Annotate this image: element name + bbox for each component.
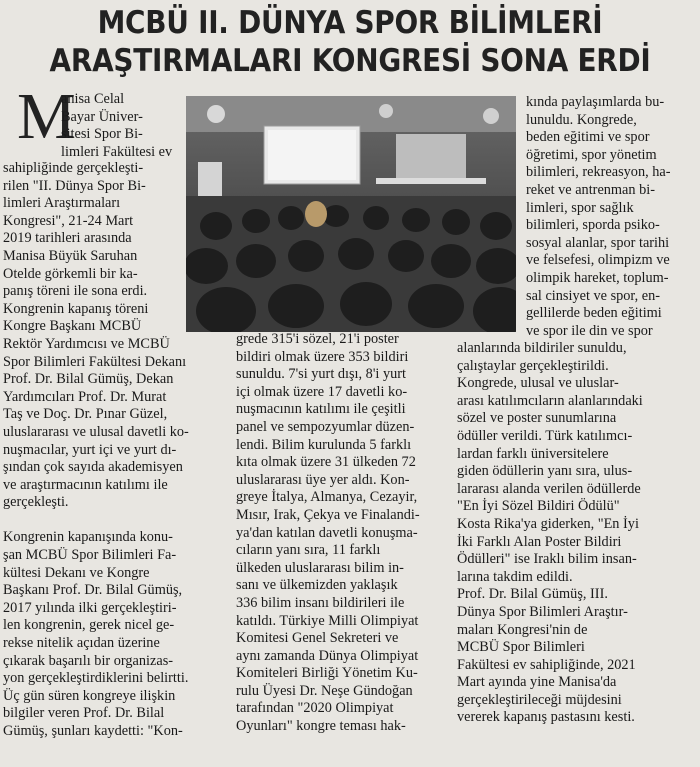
- text-line: öğretimi, spor yönetim: [526, 146, 657, 163]
- text-line: kültesi Dekanı ve Kongre: [3, 564, 150, 581]
- text-line: 336 bilim insanı bildirileri ile: [236, 594, 405, 611]
- text-line: lendi. Bilim kurulunda 5 farklı: [236, 436, 412, 453]
- text-line: reket ve antrenman bi-: [526, 181, 656, 198]
- text-line: arası katılımcıların alanlarındaki: [457, 392, 643, 409]
- text-line: Prof. Dr. Bilal Gümüş, Dekan: [3, 371, 174, 388]
- text-line: çalıştaylar gerçekleştirildi.: [457, 357, 609, 374]
- text-line: Başkanı Prof. Dr. Bilal Gümüş,: [3, 582, 183, 599]
- text-line: len kongrenin, gerek nicel ge-: [3, 617, 175, 634]
- text-line: Dünya Spor Bilimleri Araştır-: [457, 603, 628, 620]
- column-2: [236, 331, 420, 736]
- text-line: ve felsefesi, olimpizm ve: [526, 252, 670, 269]
- text-line: kıta olmak üzere 31 ülkeden 72: [236, 454, 416, 471]
- text-line: Mısır, Irak, Çekya ve Finalandi-: [236, 506, 420, 523]
- text-line: vererek kapanış pastasını kesti.: [457, 709, 635, 726]
- text-line: 2019 tarihleri arasında: [3, 230, 132, 247]
- text-line: Rektör Yardımcısı ve MCBÜ: [3, 335, 170, 352]
- text-line: ya'dan katılan davetli konuşma-: [236, 524, 418, 541]
- headline-line-1: MCBÜ II. DÜNYA SPOR BİLİMLERİ: [97, 5, 603, 41]
- text-line: lardan farklı üniversitelere: [457, 445, 609, 462]
- text-line: Yardımcıları Prof. Dr. Murat: [3, 388, 167, 405]
- text-line: çıkarak başarılı bir organizas-: [3, 652, 174, 669]
- text-line: sanı ve ülkemizden yaklaşık: [236, 577, 398, 594]
- text-line: giden ödüllerin yanı sıra, ulus-: [457, 463, 633, 480]
- text-line: rulu Üyesi Dr. Neşe Gündoğan: [236, 682, 413, 699]
- text-line: rekse nitelik açıdan üzerine: [3, 635, 160, 652]
- text-line: grede 315'i sözel, 21'i poster: [236, 331, 399, 347]
- text-line: Manisa Büyük Saruhan: [3, 247, 138, 264]
- text-line: anisa Celal: [61, 91, 125, 107]
- column-1: [61, 91, 172, 161]
- text-line: bildiri olmak üzere 353 bildiri: [236, 348, 409, 365]
- text-line: limleri Araştırmaları: [3, 195, 121, 212]
- text-line: Oyunları" kongre teması hak-: [236, 718, 406, 735]
- text-line: uluslararası ve ulusal davetli ko-: [3, 423, 189, 440]
- text-line: Kongrede, ulusal ve uluslar-: [457, 375, 619, 392]
- text-line: cıların yanı sıra, 11 farklı: [236, 542, 381, 559]
- text-line: panış töreni ile sona erdi.: [3, 283, 148, 300]
- text-line: nuşmacılar, yurt içi ve yurt dı-: [3, 441, 177, 458]
- text-line: şından çok sayıda akademisyen: [3, 459, 183, 476]
- text-line: Komiteleri Birliği Yönetim Ku-: [236, 665, 418, 682]
- text-line: nuşmacının katılımı ile çeşitli: [236, 401, 406, 418]
- text-line: limleri Fakültesi ev: [61, 143, 173, 160]
- text-line: ve araştırmacının katılımı ile: [3, 476, 168, 493]
- text-line: Kongresi", 21-24 Mart: [3, 212, 134, 229]
- text-line: lunuldu. Kongrede,: [526, 111, 637, 128]
- text-line: ve spor ile din ve spor: [526, 322, 653, 339]
- text-line: sözel ve poster sunumlarına: [457, 410, 617, 427]
- text-line: Komitesi Genel Sekreteri ve: [236, 630, 399, 647]
- text-line: [3, 512, 189, 530]
- text-line: yon gerçekleştirdiklerini belirtti.: [3, 670, 189, 687]
- text-line: Fakültesi ev sahipliğinde, 2021: [457, 656, 636, 673]
- text-line: bilgiler veren Prof. Dr. Bilal: [3, 705, 165, 722]
- text-line: sunuldu. 7'si yurt dışı, 8'i yurt: [236, 366, 406, 383]
- text-line: Bayar Üniver-: [61, 108, 143, 125]
- text-line: lararası alanda verilen ödüllerde: [457, 480, 641, 497]
- headline-line-2: ARAŞTIRMALARI KONGRESİ SONA ERDİ: [49, 43, 651, 79]
- text-line: katıldı. Türkiye Milli Olimpiyat: [236, 612, 419, 629]
- text-line: rilen "II. Dünya Spor Bi-: [3, 177, 146, 194]
- text-line: larına takdim edildi.: [457, 568, 573, 585]
- text-line: 2017 yılında ilki gerçekleştiri-: [3, 599, 177, 616]
- text-line: uluslararası üye yer aldı. Kon-: [236, 471, 410, 488]
- headline: [35, 4, 665, 80]
- text-line: sosyal alanlar, spor tarihi: [526, 234, 670, 251]
- drop-cap: M: [17, 80, 76, 153]
- text-line: aynı zamanda Dünya Olimpiyat: [236, 647, 419, 664]
- text-line: Otelde görkemli bir ka-: [3, 265, 138, 282]
- text-line: beden eğitimi ve spor: [526, 129, 650, 146]
- text-line: gerçekleştirileceği müjdesini: [457, 691, 622, 708]
- text-line: Mart ayında yine Manisa'da: [457, 674, 617, 691]
- text-line: ülkeden uluslararası bilim in-: [236, 559, 404, 576]
- text-line: İki Farklı Alan Poster Bildiri: [457, 533, 622, 550]
- text-line: Taş ve Doç. Dr. Pınar Güzel,: [3, 406, 168, 423]
- text-line: kında paylaşımlarda bu-: [526, 94, 665, 110]
- text-line: sahipliğinde gerçekleşti-: [3, 160, 144, 176]
- text-line: sal cinsiyet ve spor, en-: [526, 287, 661, 304]
- text-line: içi olmak üzere 17 davetli ko-: [236, 383, 408, 400]
- text-line: şan MCBÜ Spor Bilimleri Fa-: [3, 547, 177, 564]
- text-line: Kosta Rika'ya giderken, "En İyi: [457, 515, 639, 532]
- text-line: bilimleri, rekreasyon, ha-: [526, 164, 671, 181]
- text-line: gellilerde beden eğitimi: [526, 305, 662, 322]
- text-line: panel ve sempozyumlar düzen-: [236, 418, 415, 435]
- text-line: Prof. Dr. Bilal Gümüş, III.: [457, 586, 608, 603]
- text-line: Spor Bilimleri Fakültesi Dekanı: [3, 353, 187, 370]
- text-line: sitesi Spor Bi-: [61, 126, 143, 143]
- text-line: gerçekleşti.: [3, 494, 69, 511]
- text-line: Üç gün süren kongreye ilişkin: [3, 687, 176, 704]
- photo-illustration: [186, 96, 516, 332]
- text-line: ödüller verildi. Türk katılımcı-: [457, 427, 633, 444]
- text-line: maları Kongresi'nin de: [457, 621, 588, 638]
- text-line: Ödülleri" ise Iraklı bilim insan-: [457, 551, 637, 568]
- conference-hall-photo: [186, 96, 516, 332]
- text-line: Kongre Başkanı MCBÜ: [3, 318, 142, 335]
- column-1-continued: [3, 160, 189, 741]
- text-line: tarafından "2020 Olimpiyat: [236, 700, 394, 717]
- text-line: MCBÜ Spor Bilimleri: [457, 639, 585, 656]
- column-3: [526, 94, 671, 340]
- text-line: greye İtalya, Almanya, Cezayir,: [236, 489, 418, 506]
- text-line: Gümüş, şunları kaydetti: "Kon-: [3, 723, 183, 739]
- text-line: alanlarında bildiriler sunuldu,: [457, 340, 627, 356]
- text-line: olimpik hareket, toplum-: [526, 269, 669, 286]
- text-line: Kongrenin kapanışında konu-: [3, 529, 173, 546]
- text-line: limleri, spor sağlık: [526, 199, 634, 216]
- column-3-continued: [457, 340, 643, 727]
- text-line: Kongrenin kapanış töreni: [3, 300, 149, 317]
- text-line: "En İyi Sözel Bildiri Ödülü": [457, 498, 620, 515]
- text-line: bilimleri, sporda psiko-: [526, 217, 660, 234]
